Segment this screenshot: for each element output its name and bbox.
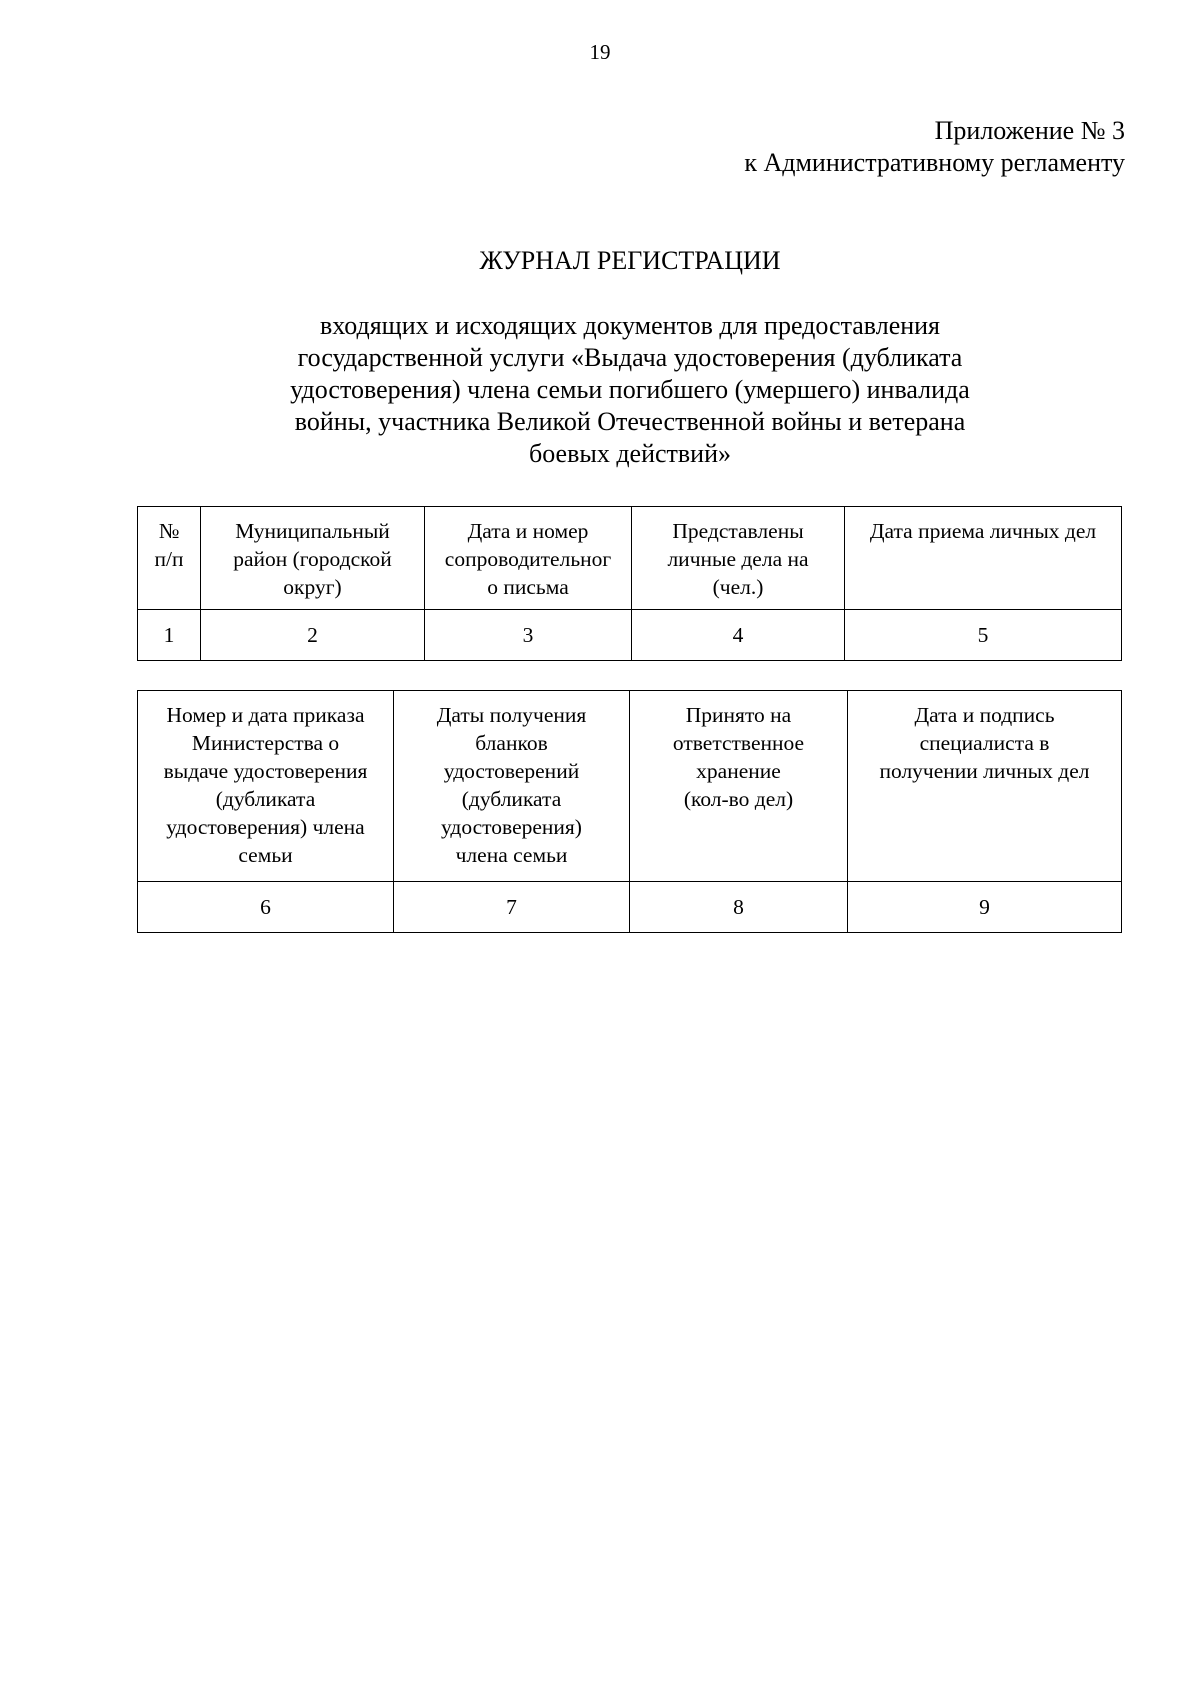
column-number-cell: 6 — [138, 882, 394, 933]
subtitle-line: входящих и исходящих документов для предоставления — [319, 311, 941, 340]
header-text: удостоверений — [443, 759, 580, 783]
header-text: (чел.) — [712, 575, 764, 599]
header-text: о письма — [487, 575, 569, 599]
column-number-cell: 3 — [425, 610, 632, 661]
header-text: № — [158, 519, 180, 543]
header-text: хранение — [696, 759, 781, 783]
column-number-cell: 2 — [201, 610, 425, 661]
header-cell-storage — [630, 691, 848, 882]
subtitle-line: удостоверения) члена семьи погибшего (умершего) инвалида — [290, 375, 970, 404]
header-text: семьи — [238, 843, 293, 867]
header-text: бланков — [475, 731, 548, 755]
header-text: Даты получения — [436, 703, 587, 727]
header-cell-blanks-received — [394, 691, 630, 882]
column-number-cell: 9 — [848, 882, 1122, 933]
journal-subtitle — [150, 310, 1110, 470]
registration-table-2 — [137, 690, 1122, 933]
column-number-cell: 5 — [845, 610, 1122, 661]
header-cell-letter-date — [425, 507, 632, 610]
registration-table-1 — [137, 506, 1122, 661]
header-text: личные дела на — [667, 547, 809, 571]
column-number-cell: 4 — [632, 610, 845, 661]
header-text: Представлены — [672, 519, 804, 543]
column-number-cell: 8 — [630, 882, 848, 933]
header-text: округ) — [283, 575, 342, 599]
table-number-row — [138, 882, 1122, 933]
header-cell-number — [138, 507, 201, 610]
header-text: Дата приема личных дел — [869, 519, 1097, 543]
subtitle-line: войны, участника Великой Отечественной войны и ветерана — [294, 407, 966, 436]
page-number: 19 — [589, 40, 611, 64]
header-cell-order — [138, 691, 394, 882]
header-text: Принято на — [685, 703, 792, 727]
journal-title: ЖУРНАЛ РЕГИСТРАЦИИ — [479, 246, 781, 275]
table-header-row — [138, 507, 1122, 610]
column-number-cell: 1 — [138, 610, 201, 661]
header-text: члена семьи — [455, 843, 568, 867]
table-header-row — [138, 691, 1122, 882]
header-text: специалиста в — [919, 731, 1050, 755]
subtitle-line: боевых действий» — [528, 439, 732, 468]
appendix-reference — [744, 115, 1125, 179]
header-text: удостоверения) — [441, 815, 582, 839]
header-text: выдаче удостоверения — [163, 759, 368, 783]
header-text: п/п — [154, 547, 184, 571]
header-cell-receipt-date — [845, 507, 1122, 610]
header-cell-district — [201, 507, 425, 610]
appendix-line-2: к Административному регламенту — [744, 148, 1125, 177]
appendix-line-1: Приложение № 3 — [934, 116, 1125, 145]
header-text: получении личных дел — [879, 759, 1090, 783]
header-text: Муниципальный — [235, 519, 390, 543]
header-text: Министерства о — [191, 731, 340, 755]
header-text: удостоверения) члена — [166, 815, 365, 839]
header-text: ответственное — [672, 731, 805, 755]
header-text: Дата и подпись — [914, 703, 1055, 727]
header-text: Дата и номер — [467, 519, 589, 543]
header-cell-files-submitted — [632, 507, 845, 610]
header-cell-signature — [848, 691, 1122, 882]
header-text: (дубликата — [461, 787, 562, 811]
header-text: район (городской — [233, 547, 392, 571]
header-text: (кол-во дел) — [683, 787, 794, 811]
subtitle-line: государственной услуги «Выдача удостоверения (дубликата — [297, 343, 963, 372]
header-text: (дубликата — [215, 787, 316, 811]
header-text: сопроводительног — [444, 547, 612, 571]
column-number-cell: 7 — [394, 882, 630, 933]
header-text: Номер и дата приказа — [166, 703, 365, 727]
table-number-row — [138, 610, 1122, 661]
